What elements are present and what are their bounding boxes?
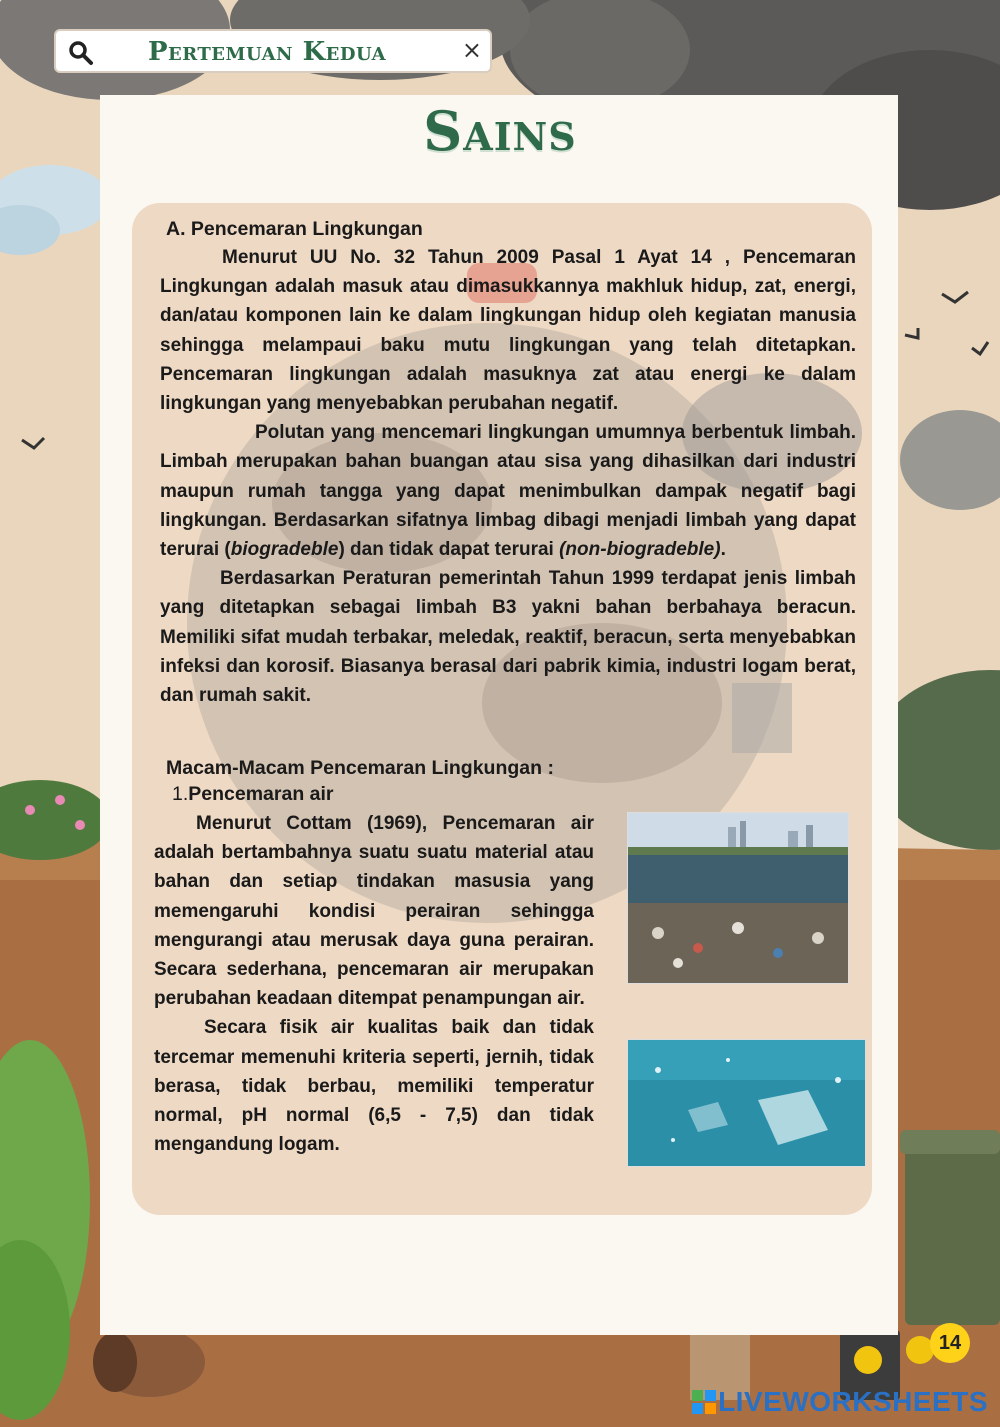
item-number: 1. bbox=[172, 783, 189, 805]
subsection-title bbox=[172, 783, 334, 806]
item-title: Pencemaran air bbox=[188, 783, 334, 805]
paragraph: Secara fisik air kualitas baik dan tidak tercemar memenuhi kriteria seperti, jernih, tidak berasa, tidak berbau, memiliki temperatur normal, pH normal (6,5 - 7,5) dan tidak mengandung logam. bbox=[154, 1017, 594, 1156]
polluted-shore-photo bbox=[627, 812, 849, 984]
content-panel bbox=[132, 203, 872, 1215]
paragraph: Berdasarkan Peraturan pemerintah Tahun 1999 terdapat jenis limbah yang ditetapkan sebagai limbah B3 yakni bahan berbahaya beracun. Memiliki sifat mudah terbakar, meledak, reaktif, beracun, serta menyebabkan infeksi dan korosif. Biasanya berasal dari pabrik kimia, industri logam berat, dan rumah sakit. bbox=[160, 568, 856, 707]
text-run: . bbox=[720, 539, 726, 561]
text-run: ) dan tidak dapat terurai bbox=[338, 539, 560, 561]
liveworksheets-logo bbox=[692, 1386, 988, 1418]
brand-name: LIVEWORKSHEETS bbox=[718, 1386, 988, 1417]
text-run: Polutan yang mencemari lingkungan umumnya berbentuk limbah. Limbah merupakan bahan buangan atau sisa yang dihasilkan dari industri maupun rumah tangga yang dapat menimbulkan dampak negatif bagi lingkungan. Berdasarkan sifatnya limbag dibagi menjadi limbah yang dapat terurai ( bbox=[160, 422, 856, 561]
page-number-badge: 14 bbox=[930, 1323, 970, 1363]
ocean-plastic-photo bbox=[627, 1039, 866, 1167]
paragraph: Menurut Cottam (1969), Pencemaran air adalah bertambahnya suatu suatu material atau bahan dan setiap tindakan masusia yang memengaruhi kondisi perairan sehingga mengurangi atau merusak daya guna perairan. Secara sederhana, pencemaran air merupakan perubahan keadaan ditempat penampungan air. bbox=[154, 813, 594, 1010]
italic-term: biogradeble bbox=[230, 539, 339, 561]
paragraph bbox=[160, 418, 856, 564]
paragraph: Menurut UU No. 32 Tahun 2009 Pasal 1 Ayat 14 , Pencemaran Lingkungan adalah masuk atau dimasukkannya makhluk hidup, zat, energi, dan/atau komponen lain ke dalam lingkungan hidup oleh kegiatan manusia sehingga melampaui baku mutu lingkungan yang telah ditetapkan. Pencemaran lingkungan adalah masuknya zat atau energi ke dalam lingkungan yang menyebabkan perubahan negatif. bbox=[160, 247, 856, 415]
italic-term: (non-biogradeble) bbox=[559, 539, 721, 561]
section-b-body bbox=[154, 809, 594, 1159]
search-icon[interactable] bbox=[68, 40, 94, 66]
logo-icon bbox=[692, 1390, 716, 1414]
section-a-body bbox=[160, 243, 856, 710]
lesson-title: Pertemuan Kedua bbox=[148, 37, 387, 67]
section-heading-a: A. Pencemaran Lingkungan bbox=[166, 218, 423, 240]
search-bar[interactable] bbox=[54, 29, 492, 73]
section-heading-b: Macam-Macam Pencemaran Lingkungan : bbox=[166, 757, 554, 779]
close-icon[interactable]: × bbox=[461, 36, 482, 64]
subject-title: Sains bbox=[423, 99, 577, 163]
